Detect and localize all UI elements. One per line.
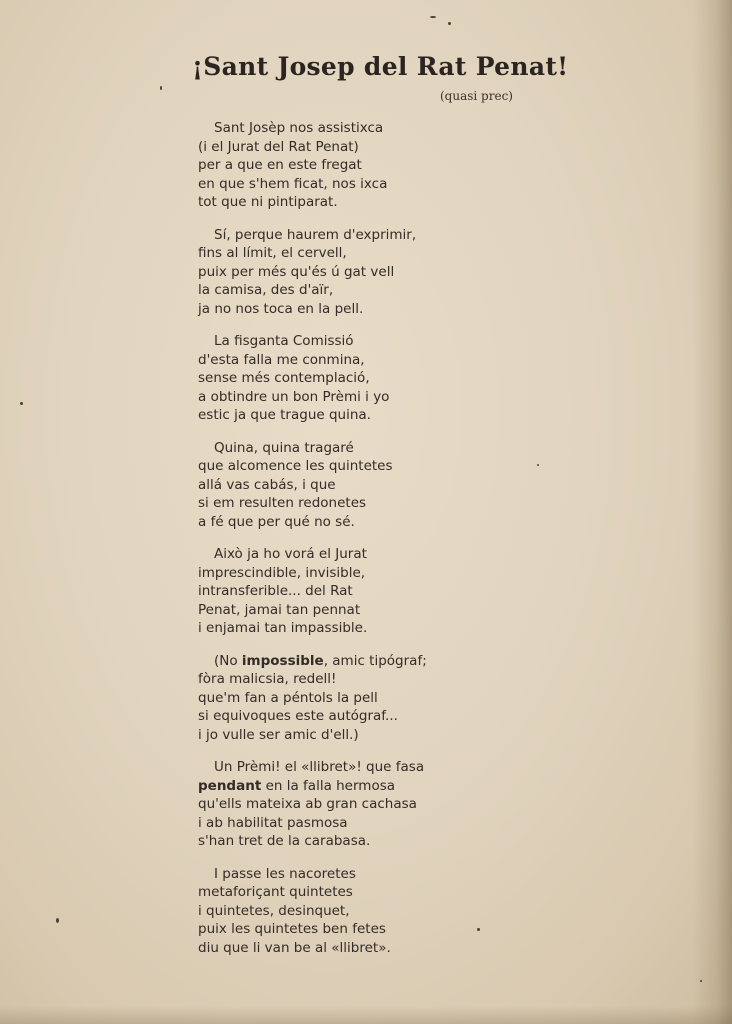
page-edge-shadow	[692, 0, 732, 1024]
poem-line: puix les quintetes ben fetes	[198, 921, 386, 937]
poem-line: fòra malicsia, redell!	[198, 671, 337, 687]
poem-line: que alcomence les quintetes	[198, 458, 393, 474]
poem-line: metaforiçant quintetes	[198, 884, 353, 900]
poem-line: s'han tret de la carabasa.	[198, 833, 371, 849]
poem-line: La fisganta Comissió	[214, 333, 354, 349]
paper-speck	[20, 402, 23, 405]
poem-line: d'esta falla me conmina,	[198, 351, 365, 368]
poem-line: qu'ells mateixa ab gran cachasa	[198, 796, 417, 812]
paper-speck	[430, 16, 436, 18]
poem-line: (i el Jurat del Rat Penat)	[198, 138, 359, 155]
poem-line: Això ja ho vorá el Jurat	[214, 546, 367, 562]
poem-line: si em resulten redonetes	[198, 495, 367, 511]
poem-subtitle: (quasi prec)	[440, 89, 513, 103]
stanza	[198, 545, 498, 638]
poem-line: que'm fan a péntols la pell	[198, 689, 378, 706]
paper-speck	[700, 980, 702, 982]
poem-line: Un Prèmi! el «llibret»! que fasa	[214, 759, 425, 775]
poem-line: Penat, jamai tan pennat	[198, 601, 361, 618]
stanza	[198, 758, 498, 851]
poem-line: en que s'hem ficat, nos ixca	[198, 175, 388, 192]
stanza	[198, 865, 498, 958]
page-bottom-shadow	[0, 1006, 732, 1024]
poem-body	[198, 119, 498, 971]
stanza	[198, 652, 498, 745]
poem-line: si equivoques este autógraf...	[198, 708, 398, 724]
poem-line: tot que ni pintiparat.	[198, 194, 338, 210]
poem-line: sense més contemplació,	[198, 370, 370, 386]
paper-speck	[160, 86, 162, 90]
paper-speck	[56, 918, 59, 923]
stanza	[198, 226, 498, 319]
poem-line: la camisa, des d'aïr,	[198, 282, 334, 298]
poem-line: Quina, quina tragaré	[214, 439, 354, 456]
poem-line: ja no nos toca en la pell.	[198, 300, 364, 317]
poem-line: intransferible... del Rat	[198, 583, 353, 599]
paper-speck	[448, 22, 451, 25]
poem-line: i ab habilitat pasmosa	[198, 814, 348, 831]
poem-title: ¡Sant Josep del Rat Penat!	[192, 52, 569, 81]
poem-line: i quintetes, desinquet,	[198, 902, 350, 919]
poem-line: a obtindre un bon Prèmi i yo	[198, 388, 390, 405]
poem-line: I passe les nacoretes	[214, 865, 356, 882]
poem-line: Sí, perque haurem d'exprimir,	[214, 226, 417, 243]
poem-line: puix per més qu'és ú gat vell	[198, 263, 395, 280]
stanza	[198, 439, 498, 532]
poem-line: estic ja que trague quina.	[198, 407, 371, 423]
bold-word: pendant	[198, 777, 262, 794]
stanza	[198, 332, 498, 425]
bold-word: impossible	[241, 652, 324, 669]
paper-speck	[477, 928, 480, 931]
stanza	[198, 119, 498, 212]
poem-line: i jo vulle ser amic d'ell.)	[198, 726, 359, 743]
poem-line: (No impossible, amic tipógraf;	[214, 652, 427, 669]
poem-line: diu que li van be al «llibret».	[198, 939, 391, 956]
poem-line: a fé que per qué no sé.	[198, 513, 355, 530]
poem-line: i enjamai tan impassible.	[198, 620, 368, 636]
poem-line: pendant en la falla hermosa	[198, 777, 396, 794]
poem-line: fins al límit, el cervell,	[198, 245, 347, 261]
paper-speck	[537, 464, 539, 466]
poem-line: imprescindible, invisible,	[198, 564, 366, 581]
poem-line: allá vas cabás, i que	[198, 476, 336, 493]
poem-line: Sant Josèp nos assistixca	[214, 120, 384, 136]
poem-line: per a que en este fregat	[198, 157, 362, 173]
